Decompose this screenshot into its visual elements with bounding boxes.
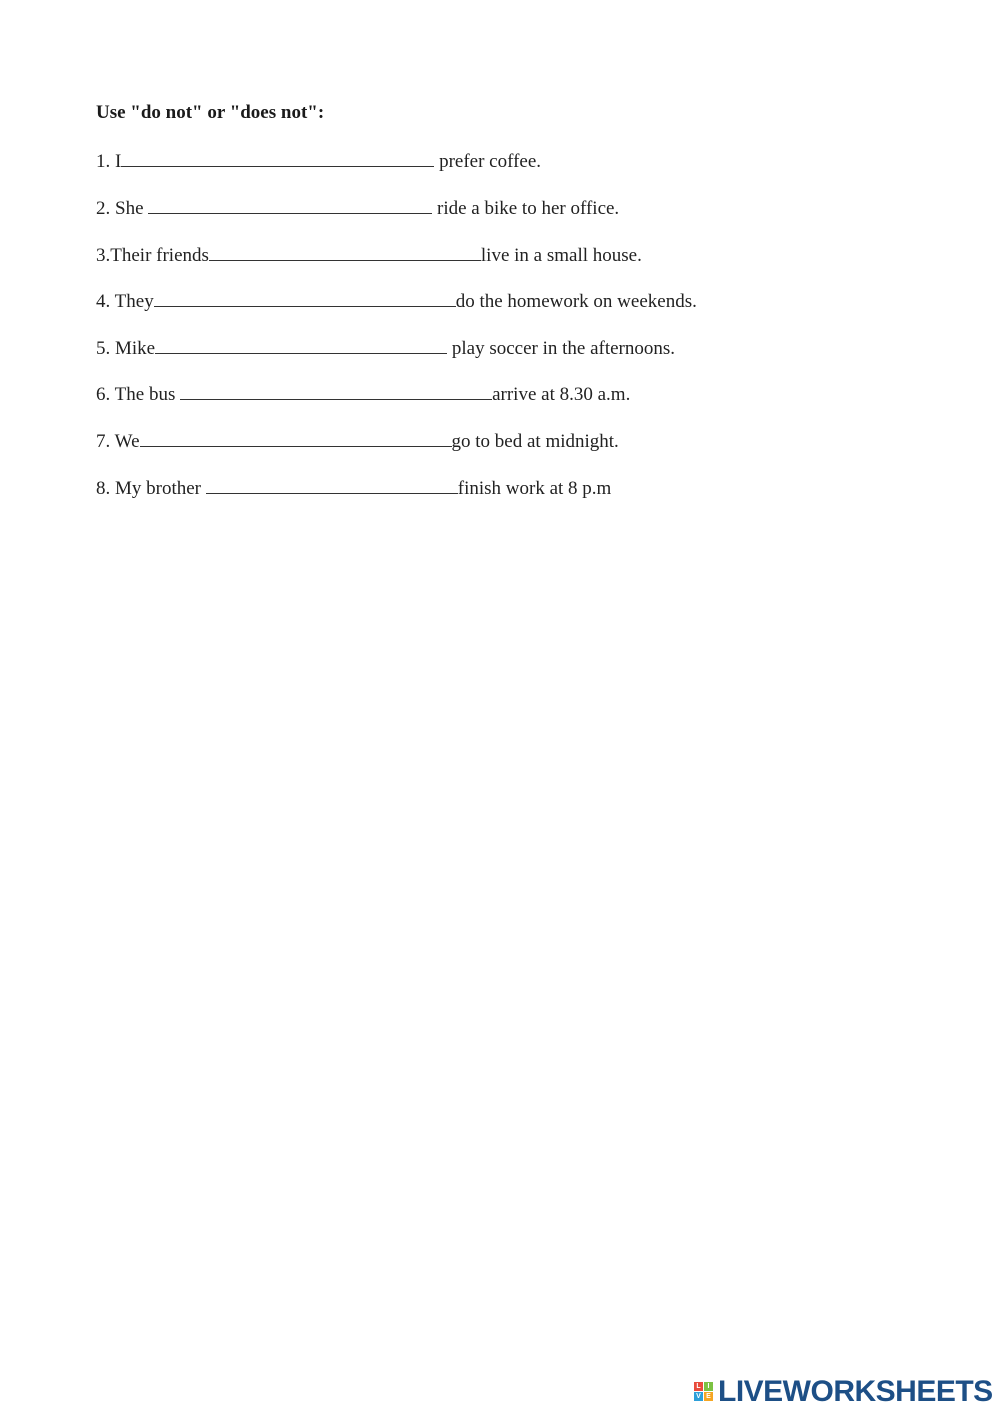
exercise-6 <box>96 381 630 407</box>
exercise-6-end: arrive at 8.30 a.m. <box>492 384 631 405</box>
answer-blank-5[interactable] <box>155 335 447 354</box>
answer-blank-6[interactable] <box>180 381 492 400</box>
instruction-heading: Use "do not" or "does not": <box>96 102 325 123</box>
exercise-8-end: finish work at 8 p.m <box>457 478 612 499</box>
exercise-3-end: live in a small house. <box>480 245 642 266</box>
exercise-7-end: go to bed at midnight. <box>451 431 619 452</box>
exercise-4-end: do the homework on weekends. <box>455 291 697 312</box>
exercise-1 <box>96 148 541 174</box>
exercise-3-start: 3.Their friends <box>96 245 209 266</box>
exercise-5-end: play soccer in the afternoons. <box>447 338 676 359</box>
answer-blank-3[interactable] <box>209 242 481 261</box>
liveworksheets-logo <box>694 1375 993 1409</box>
exercise-2-start: 2. She <box>96 198 149 219</box>
answer-blank-4[interactable] <box>154 288 456 307</box>
exercise-8-start: 8. My brother <box>96 478 206 499</box>
logo-mark-i: I <box>704 1382 713 1391</box>
exercise-8 <box>96 475 611 501</box>
logo-mark-l: L <box>694 1382 703 1391</box>
exercise-6-start: 6. The bus <box>96 384 181 405</box>
exercise-1-end: prefer coffee. <box>434 151 542 172</box>
answer-blank-8[interactable] <box>206 475 458 494</box>
exercise-2 <box>96 195 619 221</box>
exercise-5-start: 5. Mike <box>96 338 156 359</box>
answer-blank-1[interactable] <box>121 148 434 167</box>
exercise-5 <box>96 335 675 361</box>
liveworksheets-logo-text: LIVEWORKSHEETS <box>718 1375 993 1408</box>
logo-mark-v: V <box>694 1392 703 1401</box>
exercise-3 <box>96 242 642 268</box>
liveworksheets-logo-icon <box>694 1378 714 1406</box>
exercise-4 <box>96 288 697 314</box>
exercise-2-end: ride a bike to her office. <box>432 198 620 219</box>
exercise-1-start: 1. I <box>96 151 122 172</box>
exercise-7-start: 7. We <box>96 431 140 452</box>
answer-blank-2[interactable] <box>148 195 432 214</box>
exercise-7 <box>96 428 619 454</box>
exercise-4-start: 4. They <box>96 291 154 312</box>
answer-blank-7[interactable] <box>140 428 452 447</box>
logo-mark-e: E <box>704 1392 713 1401</box>
